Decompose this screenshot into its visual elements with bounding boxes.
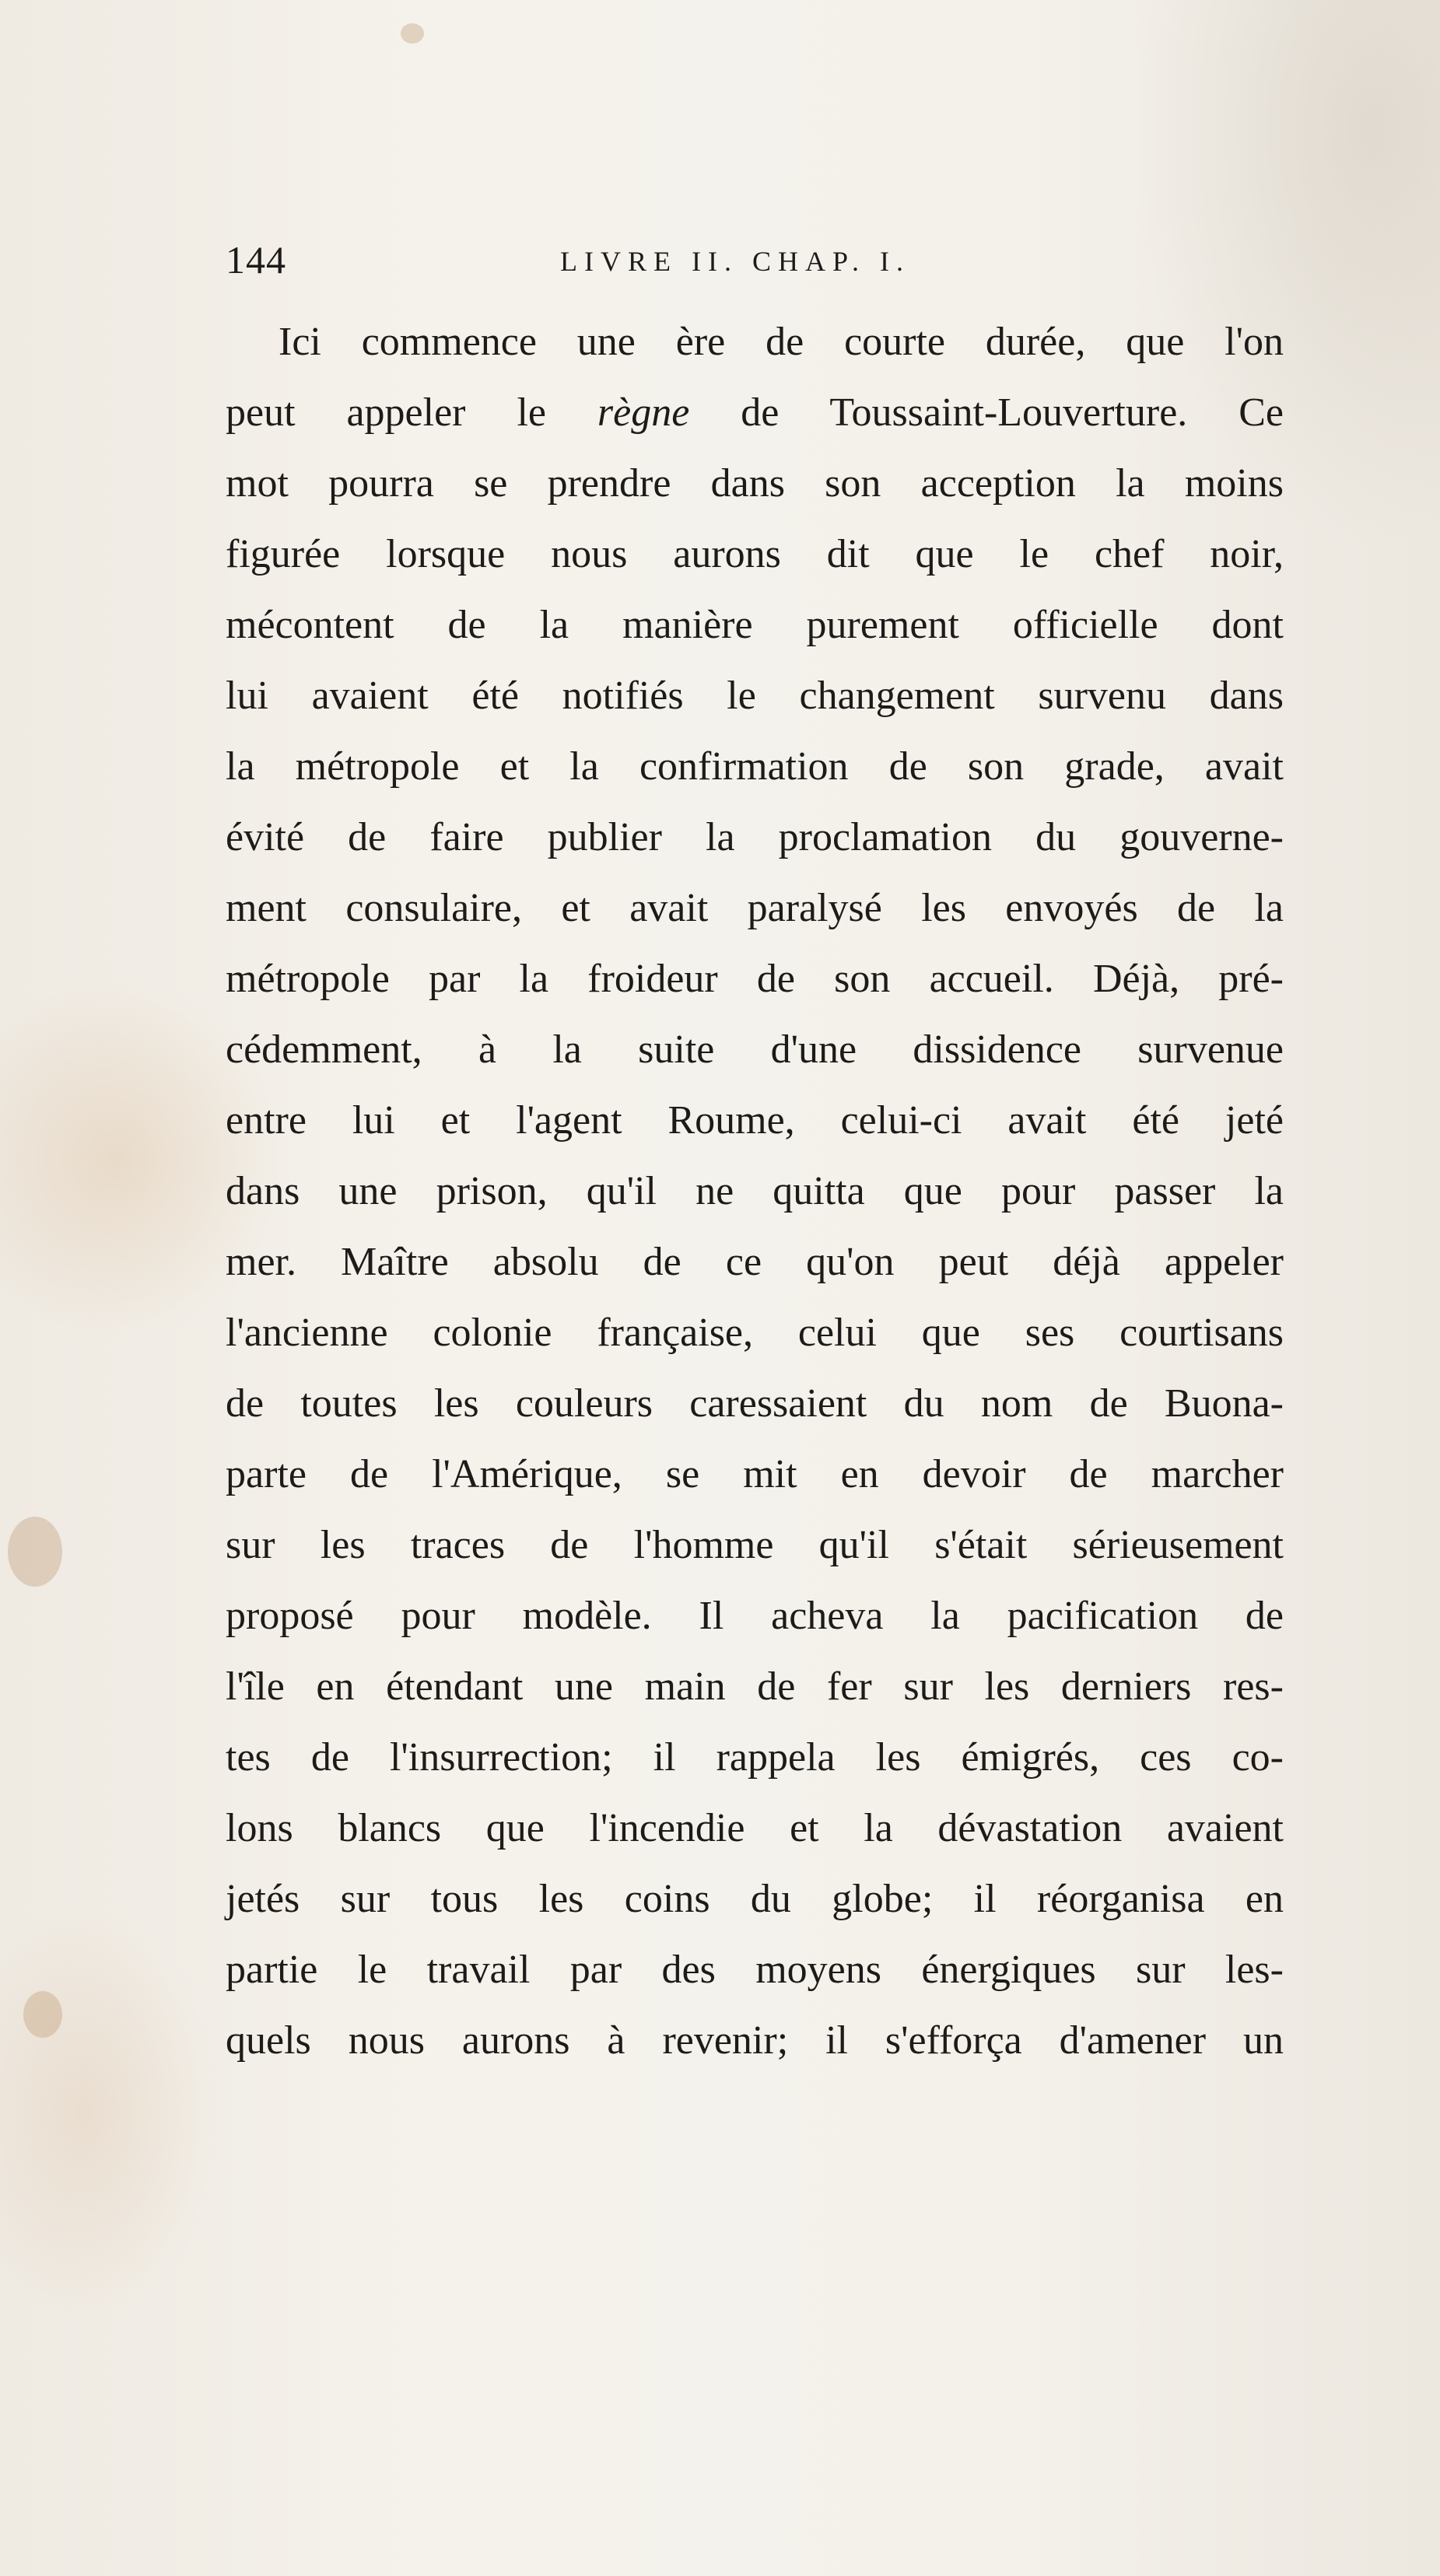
- text-line: la métropole et la confirmation de son grade, avait: [226, 744, 1284, 789]
- text-line: lons blancs que l'incendie et la dévastation avaient: [226, 1806, 1284, 1850]
- text-line: évité de faire publier la proclamation du gouverne-: [226, 815, 1284, 859]
- text-line: proposé pour modèle. Il acheva la pacification de: [226, 1594, 1284, 1638]
- foxing-stain: [8, 1517, 62, 1587]
- text-line: mot pourra se prendre dans son acception la moins: [226, 461, 1284, 506]
- page-number: 144: [226, 238, 286, 282]
- text-line: mer. Maître absolu de ce qu'on peut déjà appeler: [226, 1240, 1284, 1284]
- text-line: lui avaient été notifiés le changement survenu dans: [226, 674, 1284, 718]
- text-line: sur les traces de l'homme qu'il s'était sérieusement: [226, 1523, 1284, 1567]
- text-line: Ici commence une ère de courte durée, que l'on: [279, 320, 1284, 364]
- text-line: parte de l'Amérique, se mit en devoir de marcher: [226, 1452, 1284, 1496]
- foxing-stain: [23, 1991, 62, 2038]
- text-line: de toutes les couleurs caressaient du nom de Buona-: [226, 1381, 1284, 1426]
- running-title: LIVRE II. CHAP. I.: [560, 246, 910, 277]
- body-text: [226, 306, 1284, 2076]
- text-line: entre lui et l'agent Roume, celui-ci avait été jeté: [226, 1098, 1284, 1143]
- text-run: peut appeler le: [226, 390, 597, 435]
- emphasized-word: règne: [597, 390, 690, 435]
- text-line: mécontent de la manière purement officielle dont: [226, 603, 1284, 647]
- text-line: cédemment, à la suite d'une dissidence survenue: [226, 1027, 1284, 1072]
- text-line: l'île en étendant une main de fer sur les derniers res-: [226, 1664, 1284, 1709]
- text-line: métropole par la froideur de son accueil. Déjà, pré-: [226, 957, 1284, 1001]
- text-run: de Toussaint-Louverture. Ce: [689, 390, 1284, 435]
- text-line: dans une prison, qu'il ne quitta que pour passer la: [226, 1169, 1284, 1213]
- text-line: figurée lorsque nous aurons dit que le chef noir,: [226, 532, 1284, 576]
- text-line: l'ancienne colonie française, celui que ses courtisans: [226, 1311, 1284, 1355]
- running-head: [226, 237, 1284, 292]
- text-line: quels nous aurons à revenir; il s'efforça d'amener un: [226, 2018, 1284, 2063]
- foxing-stain: [401, 23, 424, 44]
- text-line: jetés sur tous les coins du globe; il réorganisa en: [226, 1877, 1284, 1921]
- text-line: ment consulaire, et avait paralysé les envoyés de la: [226, 886, 1284, 930]
- text-line: tes de l'insurrection; il rappela les émigrés, ces co-: [226, 1735, 1284, 1780]
- text-line: partie le travail par des moyens énergiques sur les-: [226, 1948, 1284, 1992]
- text-line: [226, 377, 1284, 448]
